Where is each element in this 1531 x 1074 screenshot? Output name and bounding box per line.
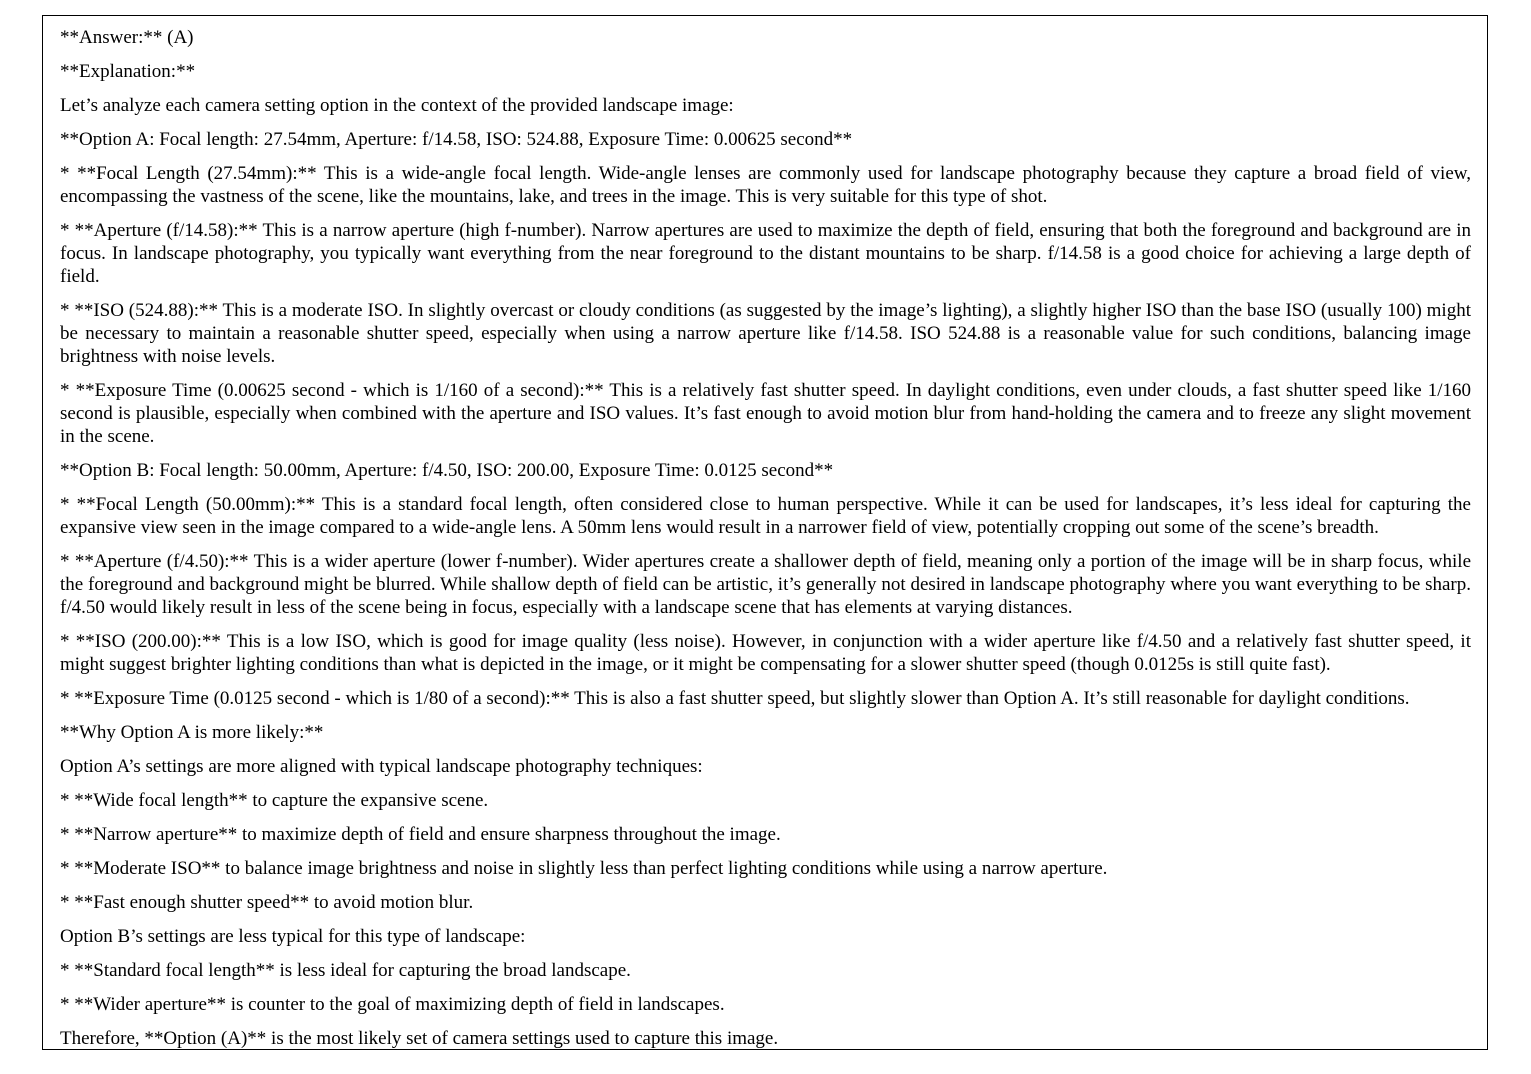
- explanation-heading: **Explanation:**: [60, 61, 196, 82]
- answer-document: [42, 15, 1488, 1050]
- summary-item: * **Wide focal length** to capture the expansive scene.: [60, 790, 489, 811]
- option-b-heading: **Option B: Focal length: 50.00mm, Aperture: f/4.50, ISO: 200.00, Exposure Time: 0.0125 second**: [60, 460, 834, 481]
- answer-line: **Answer:** (A): [60, 27, 194, 48]
- option-b-iso: * **ISO (200.00):** This is a low ISO, which is good for image quality (less noise). However, in conjunction with a wider aperture like f/4.50 and a relatively fast shutter speed, it might suggest brighter lighting conditions than what is depicted in the image, or it might be compensating for a slower shutter speed (though 0.0125s is still quite fast).: [60, 631, 1471, 675]
- option-b-focal-length: * **Focal Length (50.00mm):** This is a standard focal length, often considered close to human perspective. While it can be used for landscapes, it’s less ideal for capturing the expansive view seen in the image compared to a wide-angle lens. A 50mm lens would result in a narrower field of view, potentially cropping out some of the scene’s breadth.: [60, 494, 1471, 538]
- summary-item: * **Moderate ISO** to balance image brightness and noise in slightly less than perfect lighting conditions while using a narrow aperture.: [60, 858, 1108, 879]
- option-a-aperture: * **Aperture (f/14.58):** This is a narrow aperture (high f-number). Narrow apertures are used to maximize the depth of field, ensuring that both the foreground and background are in focus. In landscape photography, you typically want everything from the near foreground to the distant mountains to be sharp. f/14.58 is a good choice for achieving a large depth of field.: [60, 220, 1471, 287]
- option-a-exposure: * **Exposure Time (0.00625 second - which is 1/160 of a second):** This is a relatively fast shutter speed. In daylight conditions, even under clouds, a fast shutter speed like 1/160 second is plausible, especially when combined with the aperture and ISO values. It’s fast enough to avoid motion blur from hand-holding the camera and to freeze any slight movement in the scene.: [60, 380, 1471, 447]
- why-option-a-heading: **Why Option A is more likely:**: [60, 722, 324, 743]
- option-a-iso: * **ISO (524.88):** This is a moderate ISO. In slightly overcast or cloudy conditions (as suggested by the image’s lighting), a slightly higher ISO than the base ISO (usually 100) might be necessary to maintain a reasonable shutter speed, especially when using a narrow aperture like f/14.58. ISO 524.88 is a reasonable value for such conditions, balancing image brightness with noise levels.: [60, 300, 1471, 367]
- option-b-aperture: * **Aperture (f/4.50):** This is a wider aperture (lower f-number). Wider apertures create a shallower depth of field, meaning only a portion of the image will be in sharp focus, while the foreground and background might be blurred. While shallow depth of field can be artistic, it’s generally not desired in landscape photography where you want everything to be sharp. f/4.50 would likely result in less of the scene being in focus, especially with a landscape scene that has elements at varying distances.: [60, 551, 1471, 618]
- conclusion: Therefore, **Option (A)** is the most likely set of camera settings used to capture this image.: [60, 1028, 779, 1049]
- intro-paragraph: Let’s analyze each camera setting option in the context of the provided landscape image:: [60, 95, 734, 116]
- summary-item: * **Fast enough shutter speed** to avoid motion blur.: [60, 892, 474, 913]
- summary-item: * **Wider aperture** is counter to the goal of maximizing depth of field in landscapes.: [60, 994, 725, 1015]
- option-b-exposure: * **Exposure Time (0.0125 second - which is 1/80 of a second):** This is also a fast shutter speed, but slightly slower than Option A. It’s still reasonable for daylight conditions.: [60, 688, 1410, 709]
- option-b-summary: Option B’s settings are less typical for this type of landscape:: [60, 926, 526, 947]
- option-a-focal-length: * **Focal Length (27.54mm):** This is a wide-angle focal length. Wide-angle lenses are commonly used for landscape photography because they capture a broad field of view, encompassing the vastness of the scene, like the mountains, lake, and trees in the image. This is very suitable for this type of shot.: [60, 163, 1471, 207]
- option-a-heading: **Option A: Focal length: 27.54mm, Aperture: f/14.58, ISO: 524.88, Exposure Time: 0.00625 second**: [60, 129, 853, 150]
- option-a-summary: Option A’s settings are more aligned with typical landscape photography techniques:: [60, 756, 703, 777]
- summary-item: * **Standard focal length** is less ideal for capturing the broad landscape.: [60, 960, 631, 981]
- summary-item: * **Narrow aperture** to maximize depth of field and ensure sharpness throughout the image.: [60, 824, 781, 845]
